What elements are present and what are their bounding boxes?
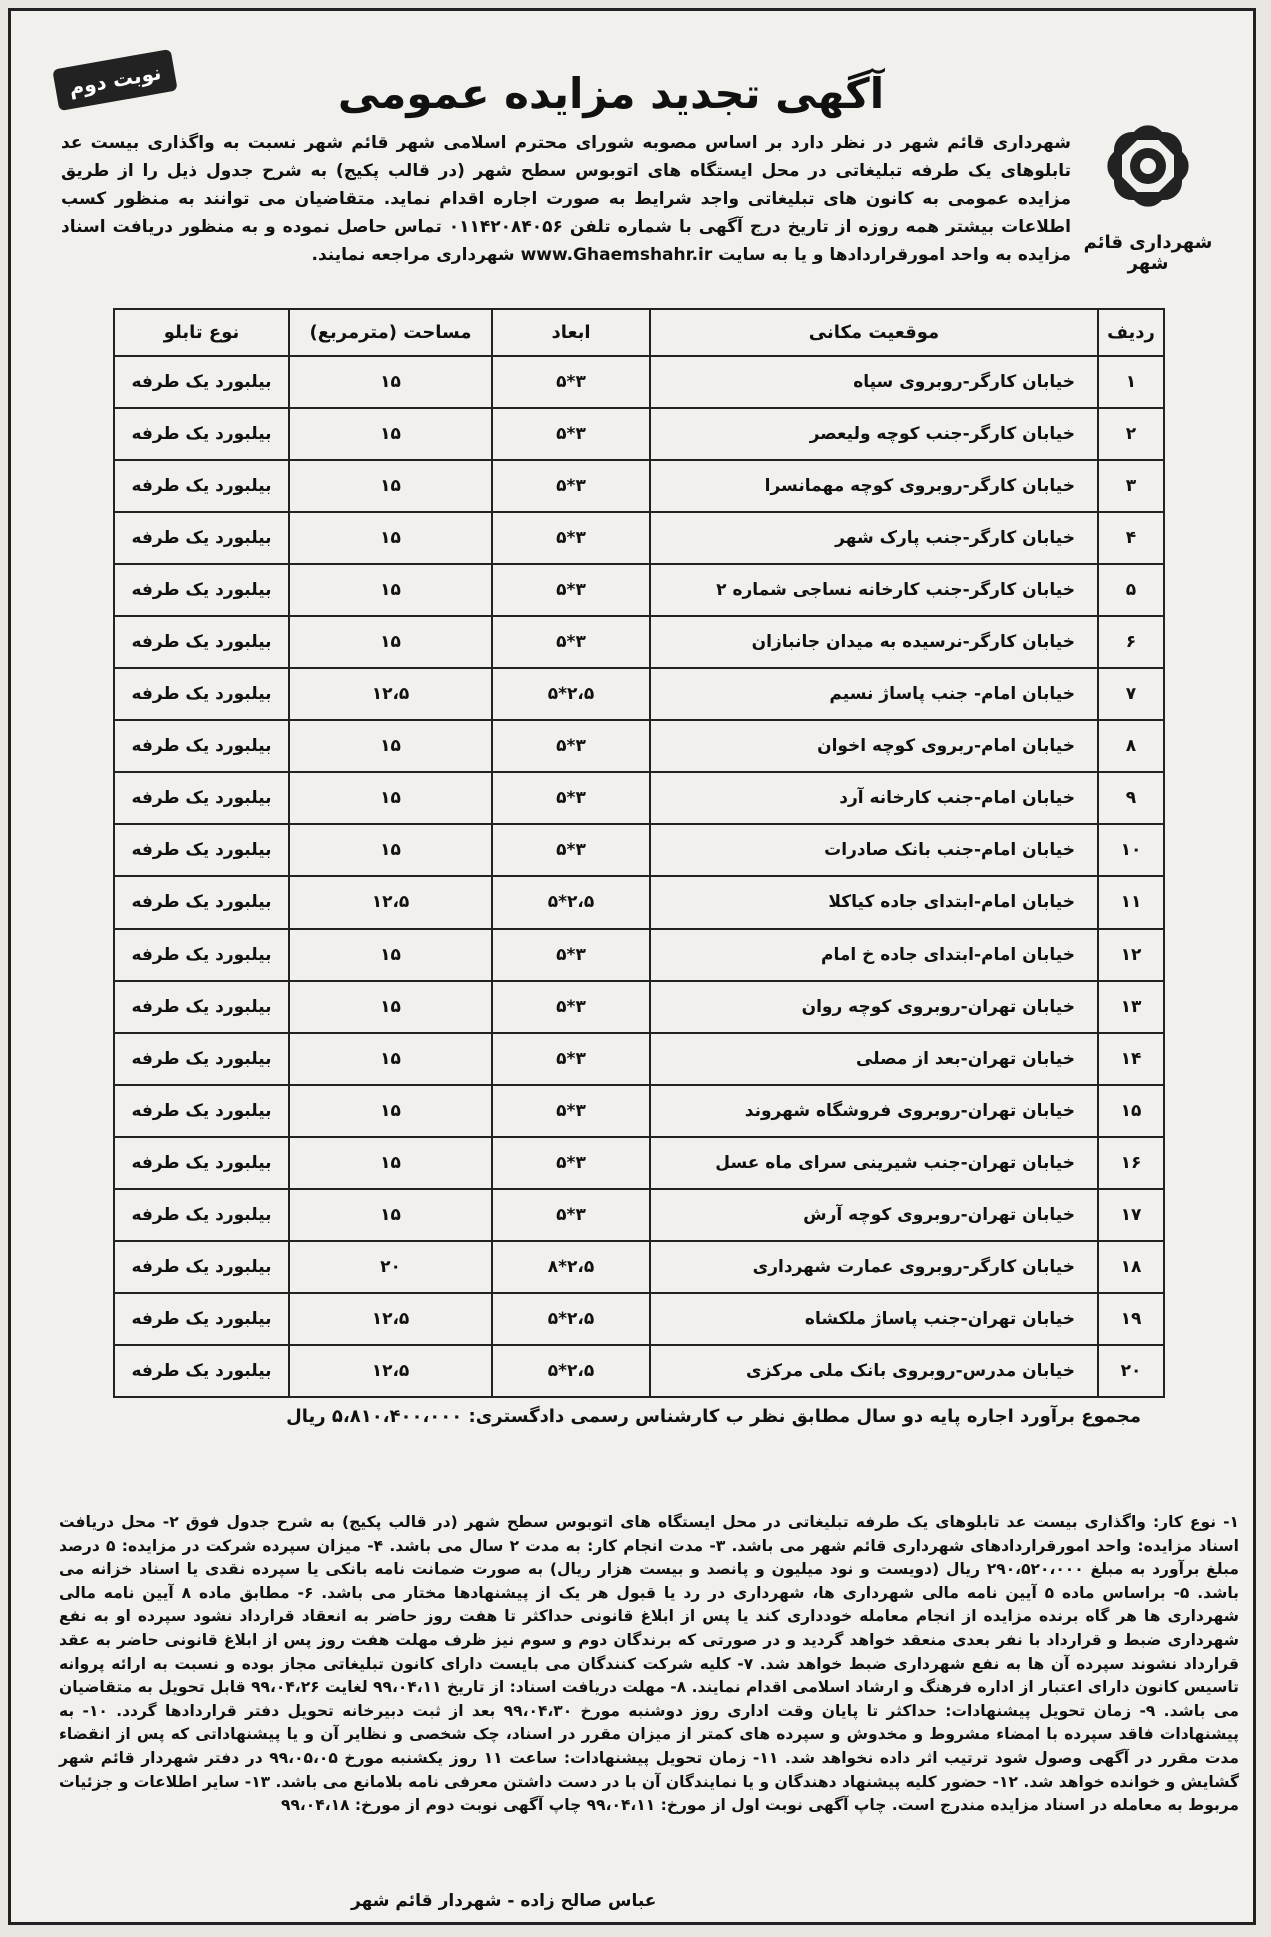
table-row bbox=[114, 1293, 1164, 1345]
municipality-logo bbox=[1073, 106, 1223, 274]
cell-location: خیابان امام-ربروی کوچه اخوان bbox=[650, 720, 1098, 772]
signature-line: عباس صالح زاده - شهردار قائم شهر bbox=[351, 1891, 657, 1911]
cell-row-number: ۱۷ bbox=[1098, 1189, 1164, 1241]
table-row bbox=[114, 356, 1164, 408]
table-row bbox=[114, 824, 1164, 876]
table-row bbox=[114, 564, 1164, 616]
notice-title: آگهی تجدید مزایده عمومی bbox=[337, 69, 885, 118]
cell-board-type: بیلبورد یک طرفه bbox=[114, 668, 289, 720]
cell-location: خیابان کارگر-جنب کارخانه نساجی شماره ۲ bbox=[650, 564, 1098, 616]
cell-row-number: ۷ bbox=[1098, 668, 1164, 720]
cell-area: ۱۵ bbox=[289, 616, 492, 668]
cell-board-type: بیلبورد یک طرفه bbox=[114, 616, 289, 668]
cell-location: خیابان امام- جنب پاساژ نسیم bbox=[650, 668, 1098, 720]
table-row bbox=[114, 1345, 1164, 1397]
cell-row-number: ۵ bbox=[1098, 564, 1164, 616]
table-row bbox=[114, 460, 1164, 512]
logo-caption: شهرداری قائم شهر bbox=[1083, 232, 1213, 274]
table-header-row bbox=[114, 309, 1164, 356]
cell-row-number: ۱۴ bbox=[1098, 1033, 1164, 1085]
table-row bbox=[114, 668, 1164, 720]
cell-row-number: ۱۳ bbox=[1098, 981, 1164, 1033]
cell-board-type: بیلبورد یک طرفه bbox=[114, 1293, 289, 1345]
cell-dimensions: ۳*۵ bbox=[492, 720, 650, 772]
cell-area: ۱۲،۵ bbox=[289, 668, 492, 720]
cell-board-type: بیلبورد یک طرفه bbox=[114, 981, 289, 1033]
cell-area: ۱۵ bbox=[289, 1033, 492, 1085]
cell-area: ۱۵ bbox=[289, 824, 492, 876]
cell-row-number: ۲ bbox=[1098, 408, 1164, 460]
cell-area: ۱۵ bbox=[289, 1137, 492, 1189]
table-row bbox=[114, 512, 1164, 564]
table-row bbox=[114, 981, 1164, 1033]
table-row bbox=[114, 929, 1164, 981]
cell-board-type: بیلبورد یک طرفه bbox=[114, 1189, 289, 1241]
website-link[interactable]: www.Ghaemshahr.ir bbox=[520, 245, 713, 265]
cell-board-type: بیلبورد یک طرفه bbox=[114, 929, 289, 981]
cell-dimensions: ۳*۵ bbox=[492, 408, 650, 460]
header-row-number: ردیف bbox=[1098, 309, 1164, 356]
table-row bbox=[114, 720, 1164, 772]
cell-dimensions: ۳*۵ bbox=[492, 356, 650, 408]
cell-board-type: بیلبورد یک طرفه bbox=[114, 512, 289, 564]
notice-frame bbox=[8, 8, 1256, 1925]
cell-area: ۱۵ bbox=[289, 460, 492, 512]
cell-area: ۱۵ bbox=[289, 1085, 492, 1137]
cell-location: خیابان کارگر-روبروی سپاه bbox=[650, 356, 1098, 408]
cell-board-type: بیلبورد یک طرفه bbox=[114, 1137, 289, 1189]
header-location: موقعیت مکانی bbox=[650, 309, 1098, 356]
cell-dimensions: ۳*۵ bbox=[492, 1085, 650, 1137]
cell-board-type: بیلبورد یک طرفه bbox=[114, 772, 289, 824]
terms-paragraph: ۱- نوع کار: واگذاری بیست عد تابلوهای یک طرفه تبلیغاتی در محل ایستگاه های اتوبوس سطح شهر (در قالب پکیج) به شرح جدول فوق ۲- محل دریافت اسناد مزایده: واحد امورقراردادهای شهرداری قائم شهر می باشد. ۳- مدت انجام کار: به مدت ۲ سال می باشد. ۴- میزان سپرده شرکت در مزایده: ۵ درصد مبلغ برآورد به مبلغ ۲۹۰،۵۲۰،۰۰۰ ریال (دویست و نود میلیون و پانصد و بیست هزار ریال) به صورت ضمانت نامه بانکی یا سپرده نقدی یا اسناد خزانه می باشد. ۵- براساس ماده ۵ آیین نامه مالی شهرداری ها، شهرداری در رد یا قبول هر یک از پیشنهادها مختار می باشد. ۶- مطابق ماده ۸ آیین نامه مالی شهرداری ها هر گاه برنده مزایده از انجام معامله خودداری کند یا پس از ابلاغ قانونی حداکثر تا هفت روز حاضر به انعقاد قرارداد نشود سپرده او به نفع شهرداری ضبط و قرارداد با نفر بعدی منعقد خواهد گردید و در صورتی که برندگان دوم و سوم نیز ظرف مهلت هفت روز پس از ابلاغ قانونی حاضر به عقد قرارداد نشوند سپرده آن ها به نفع شهرداری ضبط خواهد شد. ۷- کلیه شرکت کنندگان می بایست دارای کانون تبلیغاتی مجاز بوده و نسبت به ارائه پروانه تاسیس کانون دارای اعتبار از اداره فرهنگ و ارشاد اسلامی اقدام نمایند. ۸- مهلت دریافت اسناد: از تاریخ ۹۹،۰۴،۱۱ لغایت ۹۹،۰۴،۲۶ قابل تحویل به متقاضیان می باشد. ۹- زمان تحویل پیشنهادات: حداکثر تا پایان وقت اداری روز دوشنبه مورخ ۹۹،۰۴،۳۰ بعد از ثبت دبیرخانه تحویل دفتر قراردادها گردد. ۱۰- به پیشنهادات فاقد سپرده با امضاء مشروط و مخدوش و سپرده های کمتر از میزان مقرر در اسناد، چک شخصی و نظایر آن و یا پیشنهاداتی که پس از انقضاء مدت مقرر در آگهی وصول شود ترتیب اثر داده نخواهد شد. ۱۱- زمان تحویل پیشنهادات: ساعت ۱۱ روز یکشنبه مورخ ۹۹،۰۵،۰۵ در دفتر شهردار قائم شهر گشایش و خوانده خواهد شد. ۱۲- حضور کلیه پیشنهاد دهندگان و یا نمایندگان آن با در دست داشتن معرفی نامه بلامانع می باشد. ۱۳- سایر اطلاعات و جزئیات مربوط به معامله در اسناد مزایده مندرج است. چاپ آگهی نوبت اول از مورخ: ۹۹،۰۴،۱۱ چاپ آگهی نوبت دوم از مورخ: ۹۹،۰۴،۱۸ bbox=[59, 1513, 1240, 1815]
cell-board-type: بیلبورد یک طرفه bbox=[114, 824, 289, 876]
cell-location: خیابان کارگر-جنب کوچه ولیعصر bbox=[650, 408, 1098, 460]
billboards-table bbox=[113, 308, 1165, 1398]
cell-row-number: ۶ bbox=[1098, 616, 1164, 668]
cell-board-type: بیلبورد یک طرفه bbox=[114, 460, 289, 512]
cell-dimensions: ۳*۵ bbox=[492, 772, 650, 824]
cell-location: خیابان کارگر-روبروی عمارت شهرداری bbox=[650, 1241, 1098, 1293]
cell-area: ۱۵ bbox=[289, 720, 492, 772]
cell-location: خیابان کارگر-روبروی کوچه مهمانسرا bbox=[650, 460, 1098, 512]
cell-dimensions: ۲،۵*۵ bbox=[492, 1293, 650, 1345]
cell-dimensions: ۳*۵ bbox=[492, 512, 650, 564]
cell-location: خیابان امام-جنب کارخانه آرد bbox=[650, 772, 1098, 824]
table-row bbox=[114, 1241, 1164, 1293]
cell-board-type: بیلبورد یک طرفه bbox=[114, 1241, 289, 1293]
cell-row-number: ۱۰ bbox=[1098, 824, 1164, 876]
header-board-type: نوع تابلو bbox=[114, 309, 289, 356]
cell-dimensions: ۲،۵*۵ bbox=[492, 1345, 650, 1397]
cell-dimensions: ۲،۵*۵ bbox=[492, 668, 650, 720]
cell-location: خیابان تهران-جنب پاساژ ملکشاه bbox=[650, 1293, 1098, 1345]
cell-board-type: بیلبورد یک طرفه bbox=[114, 1033, 289, 1085]
table-row bbox=[114, 1085, 1164, 1137]
cell-dimensions: ۳*۵ bbox=[492, 929, 650, 981]
intro-tail: شهرداری مراجعه نمایند. bbox=[311, 245, 515, 265]
header-area: مساحت (مترمربع) bbox=[289, 309, 492, 356]
cell-row-number: ۱۸ bbox=[1098, 1241, 1164, 1293]
intro-paragraph bbox=[61, 129, 1071, 269]
cell-area: ۱۵ bbox=[289, 981, 492, 1033]
cell-area: ۱۵ bbox=[289, 929, 492, 981]
cell-row-number: ۱۲ bbox=[1098, 929, 1164, 981]
cell-area: ۱۵ bbox=[289, 564, 492, 616]
cell-location: خیابان تهران-روبروی فروشگاه شهروند bbox=[650, 1085, 1098, 1137]
cell-row-number: ۱ bbox=[1098, 356, 1164, 408]
cell-area: ۱۵ bbox=[289, 1189, 492, 1241]
cell-dimensions: ۳*۵ bbox=[492, 616, 650, 668]
cell-location: خیابان تهران-روبروی کوچه آرش bbox=[650, 1189, 1098, 1241]
cell-area: ۱۵ bbox=[289, 408, 492, 460]
cell-dimensions: ۳*۵ bbox=[492, 1189, 650, 1241]
table-row bbox=[114, 772, 1164, 824]
cell-dimensions: ۳*۵ bbox=[492, 1137, 650, 1189]
cell-location: خیابان تهران-جنب شیرینی سرای ماه عسل bbox=[650, 1137, 1098, 1189]
cell-row-number: ۱۵ bbox=[1098, 1085, 1164, 1137]
cell-location: خیابان کارگر-نرسیده به میدان جانبازان bbox=[650, 616, 1098, 668]
cell-row-number: ۲۰ bbox=[1098, 1345, 1164, 1397]
cell-dimensions: ۳*۵ bbox=[492, 564, 650, 616]
cell-location: خیابان امام-ابتدای جاده خ امام bbox=[650, 929, 1098, 981]
cell-row-number: ۱۹ bbox=[1098, 1293, 1164, 1345]
cell-dimensions: ۳*۵ bbox=[492, 981, 650, 1033]
table-row bbox=[114, 1189, 1164, 1241]
intro-text: شهرداری قائم شهر در نظر دارد بر اساس مصوبه شورای محترم اسلامی شهر قائم شهر نسبت به واگذاری بیست عد تابلوهای یک طرفه تبلیغاتی در محل ایستگاه های اتوبوس سطح شهر (در قالب پکیج) به شرح جدول ذیل را از طریق مزایده عمومی به کانون های تبلیغاتی واجد شرایط به صورت اجاره اقدام نماید. متقاضیان می توانند به منظور کسب اطلاعات بیشتر همه روزه از تاریخ درج آگهی با شماره تلفن ۰۱۱۴۲۰۸۴۰۵۶ تماس حاصل نموده و به منظور دریافت اسناد مزایده به واحد امورقراردادها و یا به سایت bbox=[61, 133, 1071, 265]
cell-board-type: بیلبورد یک طرفه bbox=[114, 720, 289, 772]
cell-area: ۱۵ bbox=[289, 512, 492, 564]
cell-location: خیابان تهران-روبروی کوچه روان bbox=[650, 981, 1098, 1033]
cell-row-number: ۴ bbox=[1098, 512, 1164, 564]
cell-area: ۱۲،۵ bbox=[289, 876, 492, 928]
cell-row-number: ۱۱ bbox=[1098, 876, 1164, 928]
cell-area: ۱۵ bbox=[289, 356, 492, 408]
cell-location: خیابان تهران-بعد از مصلی bbox=[650, 1033, 1098, 1085]
table-row bbox=[114, 876, 1164, 928]
cell-location: خیابان امام-جنب بانک صادرات bbox=[650, 824, 1098, 876]
cell-location: خیابان کارگر-جنب پارک شهر bbox=[650, 512, 1098, 564]
total-estimate: مجموع برآورد اجاره پایه دو سال مطابق نظر ب کارشناس رسمی دادگستری: ۵،۸۱۰،۴۰۰،۰۰۰ ریال bbox=[286, 1406, 1141, 1427]
table-row bbox=[114, 1033, 1164, 1085]
second-run-badge: نوبت دوم bbox=[52, 49, 177, 111]
cell-area: ۱۲،۵ bbox=[289, 1345, 492, 1397]
table-row bbox=[114, 408, 1164, 460]
cell-board-type: بیلبورد یک طرفه bbox=[114, 408, 289, 460]
cell-dimensions: ۳*۵ bbox=[492, 460, 650, 512]
cell-dimensions: ۳*۵ bbox=[492, 1033, 650, 1085]
cell-area: ۱۵ bbox=[289, 772, 492, 824]
municipality-emblem-icon bbox=[1088, 106, 1208, 226]
cell-row-number: ۸ bbox=[1098, 720, 1164, 772]
cell-row-number: ۳ bbox=[1098, 460, 1164, 512]
cell-board-type: بیلبورد یک طرفه bbox=[114, 1345, 289, 1397]
cell-row-number: ۱۶ bbox=[1098, 1137, 1164, 1189]
cell-board-type: بیلبورد یک طرفه bbox=[114, 564, 289, 616]
table-row bbox=[114, 616, 1164, 668]
cell-dimensions: ۲،۵*۵ bbox=[492, 876, 650, 928]
table-row bbox=[114, 1137, 1164, 1189]
cell-board-type: بیلبورد یک طرفه bbox=[114, 1085, 289, 1137]
cell-board-type: بیلبورد یک طرفه bbox=[114, 356, 289, 408]
cell-row-number: ۹ bbox=[1098, 772, 1164, 824]
header-dimensions: ابعاد bbox=[492, 309, 650, 356]
cell-location: خیابان مدرس-روبروی بانک ملی مرکزی bbox=[650, 1345, 1098, 1397]
cell-dimensions: ۳*۵ bbox=[492, 824, 650, 876]
cell-board-type: بیلبورد یک طرفه bbox=[114, 876, 289, 928]
cell-dimensions: ۲،۵*۸ bbox=[492, 1241, 650, 1293]
cell-area: ۲۰ bbox=[289, 1241, 492, 1293]
cell-location: خیابان امام-ابتدای جاده کیاکلا bbox=[650, 876, 1098, 928]
cell-area: ۱۲،۵ bbox=[289, 1293, 492, 1345]
